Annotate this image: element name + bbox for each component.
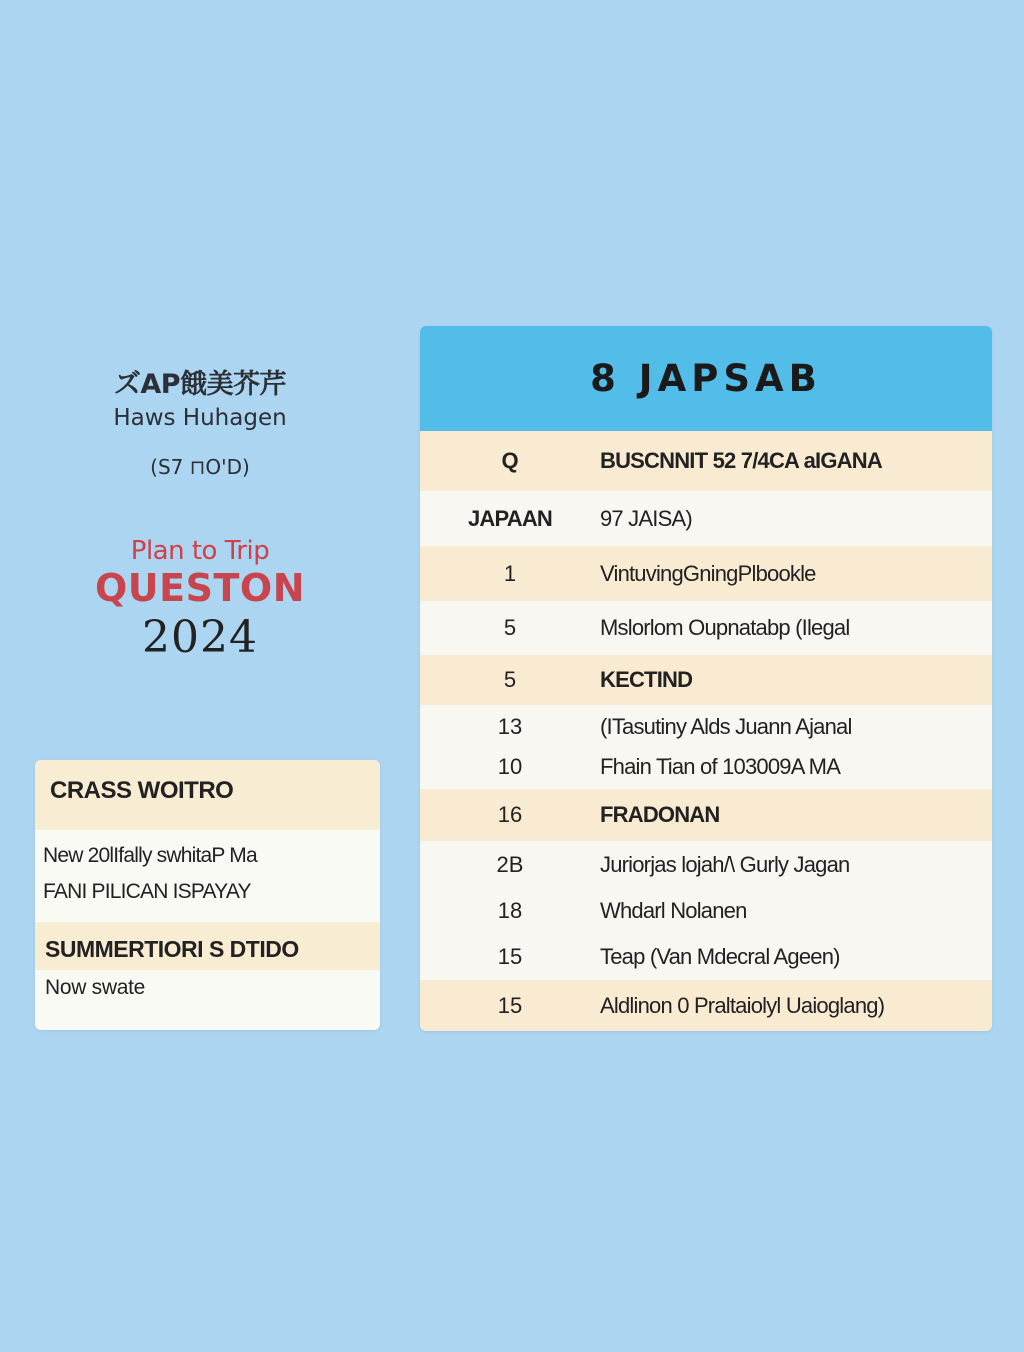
table-row	[420, 601, 992, 655]
row-text: KECTIND	[600, 667, 693, 692]
row-number: 16	[497, 802, 523, 827]
table-row-group	[420, 705, 992, 789]
row-text: Aldlinon 0 Praltaiolyl Uaioglang)	[600, 992, 885, 1018]
row-text: Mslorlom Oupnatabp (Ilegal	[600, 615, 850, 640]
code-label: (S7 ⊓O'D)	[150, 455, 250, 479]
row-number: 5	[503, 615, 517, 640]
table-row	[420, 707, 992, 747]
row-text: (ITasutiny Alds Juann Ajanal	[600, 714, 852, 739]
row-text: Whdarl Nolanen	[600, 897, 747, 923]
row-text: VintuvingGningPlbookle	[600, 560, 816, 586]
row-text: BUSCNNIT 52 7/4CA aIGANA	[600, 448, 882, 473]
row-number: Q	[501, 448, 519, 473]
table-row	[420, 546, 992, 601]
row-text: Teap (Van Mdecral Ageen)	[600, 943, 840, 969]
row-number: 18	[497, 897, 523, 923]
table-row	[420, 491, 992, 546]
row-text: 97 JAISA)	[600, 505, 692, 531]
info-card-body	[35, 830, 380, 922]
question-heading: QUESTON	[94, 566, 305, 610]
row-text: Juriorjas lojah/\ Gurly Jagan	[600, 851, 850, 877]
table-row	[420, 747, 992, 787]
title-block	[60, 368, 340, 666]
row-number: 5	[503, 667, 517, 692]
table-row	[420, 980, 992, 1031]
table-header-row	[420, 431, 992, 491]
info-card-line: FANI PILICAN ISPAYAY	[43, 880, 251, 903]
row-number: 13	[497, 714, 523, 739]
info-card-footer: Now swate	[45, 976, 146, 999]
year-label: 2024	[142, 612, 258, 663]
info-card-header: CRASS WOITRO	[35, 760, 380, 830]
table-row	[420, 841, 992, 888]
plan-label: Plan to Trip	[130, 536, 270, 566]
row-text: FRADONAN	[600, 802, 720, 827]
info-card-subheader: SUMMERTIORI S DTIDO	[35, 922, 380, 970]
table-title: 8 JAPSAB	[420, 326, 992, 431]
info-card-line: New 20lIfally swhitaP Ma	[43, 844, 257, 867]
row-number: 1	[503, 560, 517, 586]
table-section-row	[420, 789, 992, 841]
subtitle: Haws Huhagen	[113, 405, 287, 431]
info-card	[35, 760, 380, 1030]
itinerary-table	[420, 326, 992, 1031]
table-row	[420, 888, 992, 933]
row-number: 2B	[496, 851, 524, 877]
table-section-row	[420, 655, 992, 705]
row-number: 15	[497, 943, 523, 969]
row-text: Fhain Tian of 103009A MA	[600, 754, 841, 779]
table-row	[420, 933, 992, 980]
row-number: 15	[497, 992, 523, 1018]
japanese-title: ズAP餓美芥芹	[113, 369, 287, 400]
row-number: JAPAAN	[467, 505, 553, 531]
row-number: 10	[497, 754, 523, 779]
